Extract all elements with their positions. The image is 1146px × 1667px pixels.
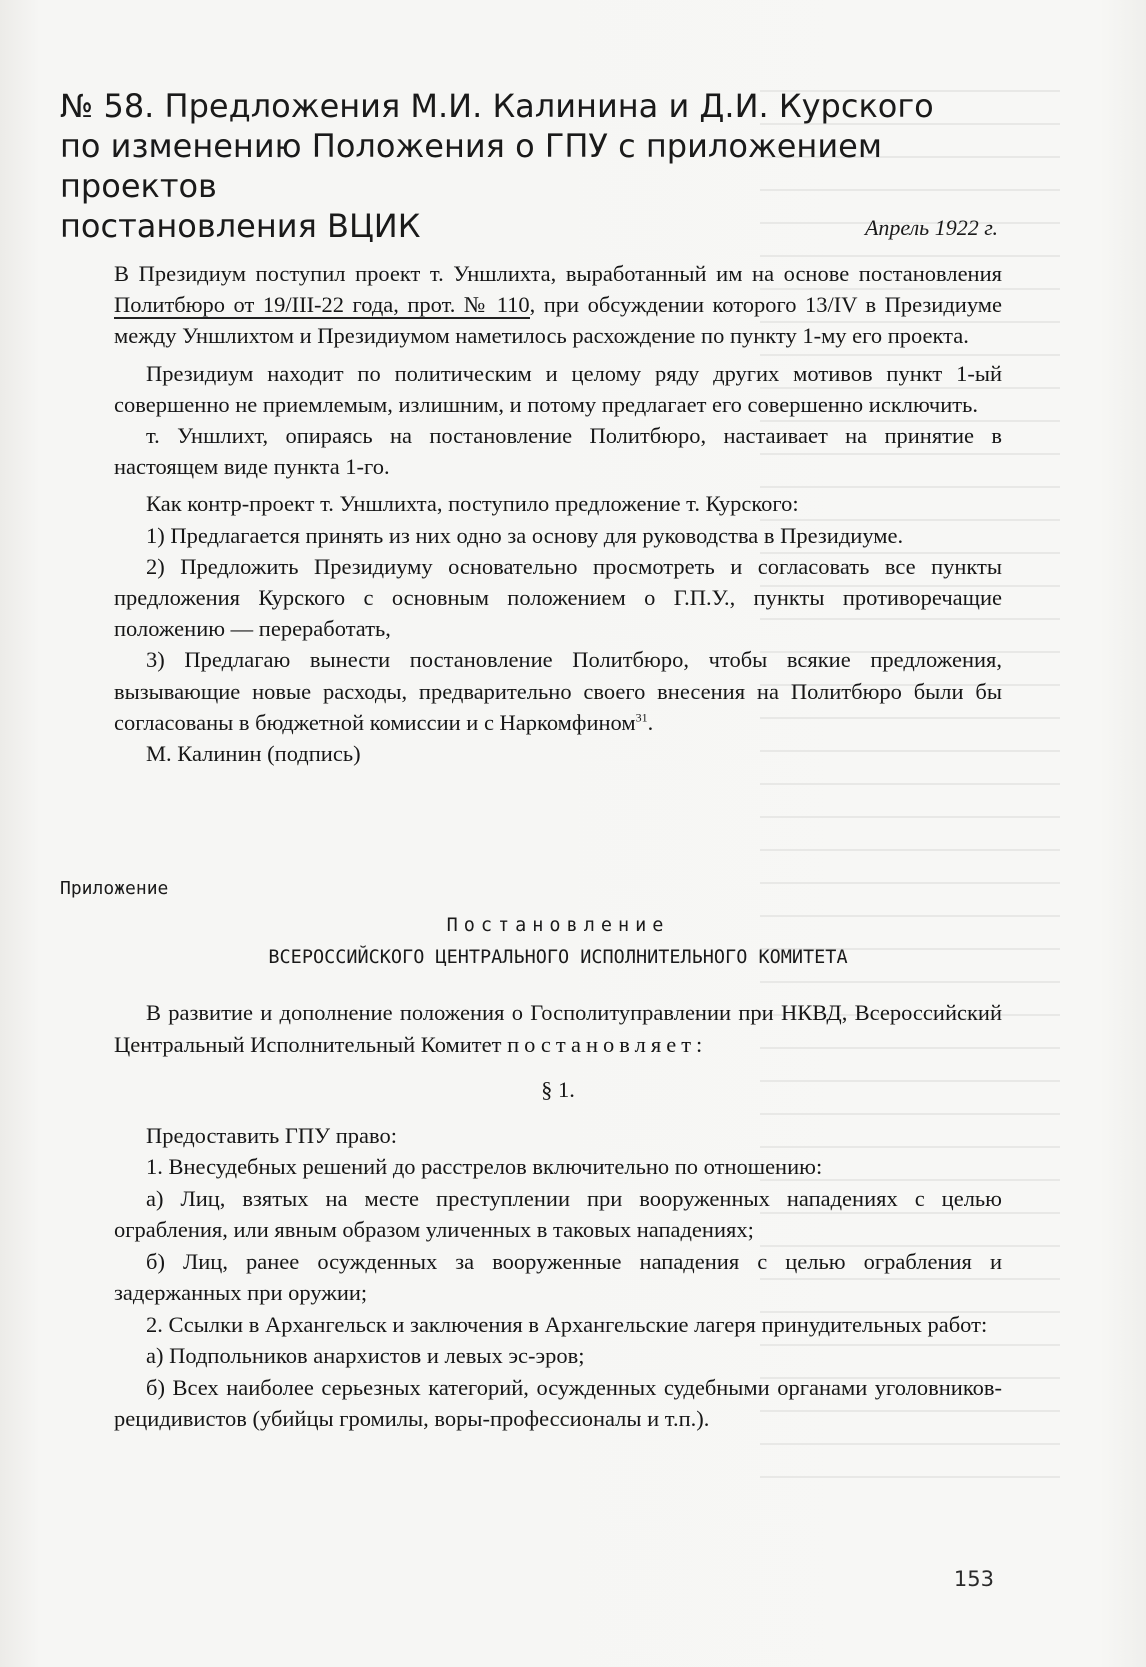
paragraph-4: Как контр-проект т. Уншлихта, поступило предложение т. Курского:	[146, 491, 799, 517]
proposal-3-text: 3) Предлагаю вынести постановление Политбюро, чтобы всякие предложения, вызывающие новые расходы, предварительно своего внесения на Политбюро были бы согласованы в бюджетной комиссии и с Наркомфином	[114, 647, 1002, 735]
paragraph-1-start: В Президиум поступил проект т. Уншлихта, выработанный им на основе постановления	[114, 261, 1002, 286]
proposal-2: 2) Предложить Президиуму основательно просмотреть и согласовать все пункты предложения Курского с основным положением о Г.П.У., пункты противоречащие положению — переработать,	[114, 553, 1002, 642]
decree-verb: постановляет	[507, 1031, 697, 1057]
decree-item-1b: б) Лиц, ранее осужденных за вооруженные нападения с целью ограбления и задержанных при оружии;	[114, 1248, 1002, 1305]
decree-item-1: 1. Внесудебных решений до расстрелов включительно по отношению:	[146, 1154, 823, 1179]
title-line-3: постановления ВЦИК	[60, 207, 421, 245]
signature: М. Калинин (подпись)	[146, 741, 361, 767]
decree-subtitle: ВСЕРОССИЙСКОГО ЦЕНТРАЛЬНОГО ИСПОЛНИТЕЛЬНОГО КОМИТЕТА	[268, 947, 848, 968]
paragraph-1-end: , при обсуждении которого 13/IV в Президиуме между Уншлихтом и Президиумом наметилось расхождение по пункту 1-му его проекта.	[114, 292, 1002, 349]
decree-preamble-end: :	[696, 1031, 703, 1057]
section-heading: § 1.	[541, 1077, 575, 1102]
decree-item-2: 2. Ссылки в Архангельск и заключения в Архангельские лагеря принудительных работ:	[146, 1311, 988, 1337]
paragraph-3: т. Уншлихт, опираясь на постановление Политбюро, настаивает на принятие в настоящем виде пункта 1-го.	[114, 423, 1002, 480]
footnote-ref: 31	[635, 710, 648, 725]
decree-preamble-text: В развитие и дополнение положения о Госполитуправлении при НКВД, Всероссийский Центральный Исполнительный Комитет	[114, 1000, 1002, 1057]
paragraph-1	[114, 258, 1002, 352]
page-number: 153	[953, 1567, 994, 1591]
decree-body	[114, 997, 1002, 1435]
decree-heading	[114, 910, 1002, 974]
letter-body	[114, 258, 1002, 769]
decree-item-2a: а) Подпольников анархистов и левых эс-эров;	[146, 1343, 585, 1368]
politburo-reference: Политбюро от 19/III-22 года, прот. № 110	[114, 292, 530, 318]
decree-item-intro: Предоставить ГПУ право:	[146, 1122, 397, 1148]
proposal-3	[114, 644, 1002, 738]
document-date: Апрель 1922 г.	[864, 215, 998, 240]
proposal-3-end: .	[647, 709, 654, 735]
title-line-2: по изменению Положения о ГПУ с приложением проектов	[60, 127, 882, 205]
proposal-1: 1) Предлагается принять из них одно за основу для руководства в Президиуме.	[146, 522, 904, 548]
appendix-label: Приложение	[60, 878, 169, 899]
decree-title: Постановление	[446, 915, 670, 936]
decree-item-1a: а) Лиц, взятых на месте преступлении при вооруженных нападениях с целью ограбления, или явным образом уличенных в таковых нападениях;	[114, 1185, 1002, 1242]
title-line-1: № 58. Предложения М.И. Калинина и Д.И. Курского	[60, 87, 934, 125]
decree-item-2b: б) Всех наиболее серьезных категорий, осужденных судебными органами уголовников-рецидивистов (убийцы громилы, воры-профессионалы и т.п.).	[114, 1374, 1002, 1431]
decree-preamble	[114, 997, 1002, 1060]
paragraph-2: Президиум находит по политическим и целому ряду других мотивов пункт 1-ый совершенно не приемлемым, излишним, и потому предлагает его совершенно исключить.	[114, 360, 1002, 417]
